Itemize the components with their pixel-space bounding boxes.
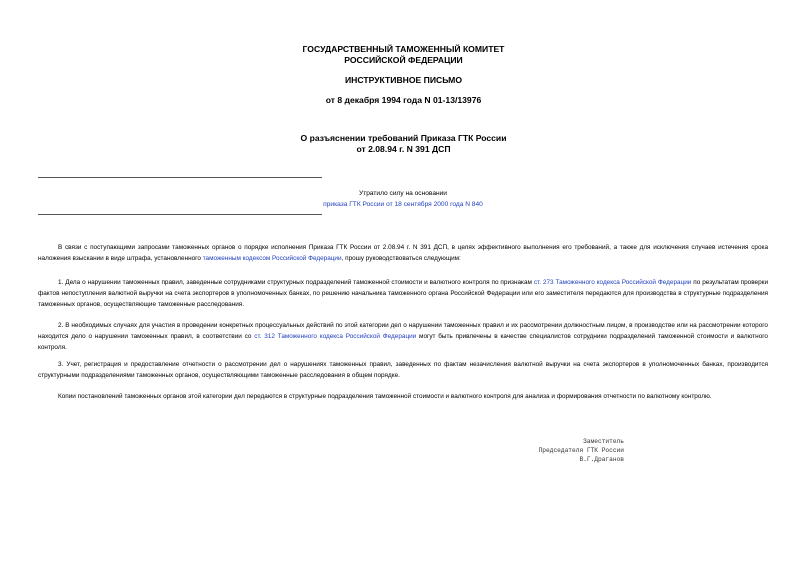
signature-name: В.Г.Драганов [579,456,624,463]
article-273-link[interactable]: ст. 273 Таможенного кодекса Российской Федерации [533,279,692,286]
document-header [0,44,807,155]
paragraph-4: Копии постановлений таможенных органов этой категории дел передаются в структурные подразделения таможенной стоимости и валютного контроля для анализа и формирования отчетности по валютному контролю. [58,393,712,400]
paragraph-3: 3. Учет, регистрация и предоставление отчетности о рассмотрении дел о нарушениях таможенных правил, заведенных по фактам незачисления валютной выручки на счета экспортеров в уполномоченных банках, производится структурными подразделениями таможенных органов, осуществляющими таможенные расследования в общем порядке. [38,361,768,379]
expired-order-link[interactable]: приказа ГТК России от 18 сентября 2000 года N 840 [323,201,483,208]
org-name-line2: РОССИЙСКОЙ ФЕДЕРАЦИИ [344,55,463,65]
separator-top [38,177,322,178]
intro-paragraph: В связи с поступающими запросами таможенных органов о порядке исполнения Приказа ГТК России от 2.08.94 г. N 391 ДСП, в целях эффективного выполнения его требований, а также для исключения случаев истечения срока наложения взыскании в виде штрафа, установленного таможенным кодексом Российской Федерации, прошу руководствоваться следующим: [38,244,768,262]
expired-notice [300,188,506,210]
signature-position: Председателя ГТК России [538,447,624,454]
customs-code-link[interactable]: таможенным кодексом Российской Федерации [202,255,342,262]
doc-subject-line1: О разъяснении требований Приказа ГТК России [300,133,507,143]
separator-bottom [38,214,322,215]
expired-text: Утратило силу на основании [359,190,447,197]
article-312-link[interactable]: ст. 312 Таможенного кодекса Российской Федерации [254,333,417,340]
paragraph-1: 1. Дела о нарушении таможенных правил, заведенные сотрудниками структурных подразделений таможенной стоимости и валютного контроля по признакам ст. 273 Таможенного кодекса Российской Федерации по результатам проверки фактов непоступления валютной выручки на счета экспортеров в уполномоченных банках, по решению начальника таможенного органа Российской Федерации или его заместителя передаются для производства в структурные подразделения таможенных органов, осуществляющие таможенные расследования. [38,279,769,308]
doc-date-number: от 8 декабря 1994 года N 01-13/13976 [325,95,482,105]
doc-type: ИНСТРУКТИВНОЕ ПИСЬМО [344,75,463,85]
doc-subject-line2: от 2.08.94 г. N 391 ДСП [356,144,451,154]
signature-title: Заместитель [583,438,624,445]
org-name-line1: ГОСУДАРСТВЕННЫЙ ТАМОЖЕННЫЙ КОМИТЕТ [302,44,505,54]
paragraph-2: 2. В необходимых случаях для участия в проведении конкретных процессуальных действий по этой категории дел о нарушении таможенных правил и их рассмотрении должностным лицом, в производстве или на рассмотрении которого находится дело о нарушении таможенных правил, в соответствии со ст. 312 Таможенного кодекса Российской Федерации могут быть привлечены в качестве специалистов сотрудники подразделений таможенной стоимости и валютного контроля. [38,322,768,351]
signature-block [539,437,624,464]
